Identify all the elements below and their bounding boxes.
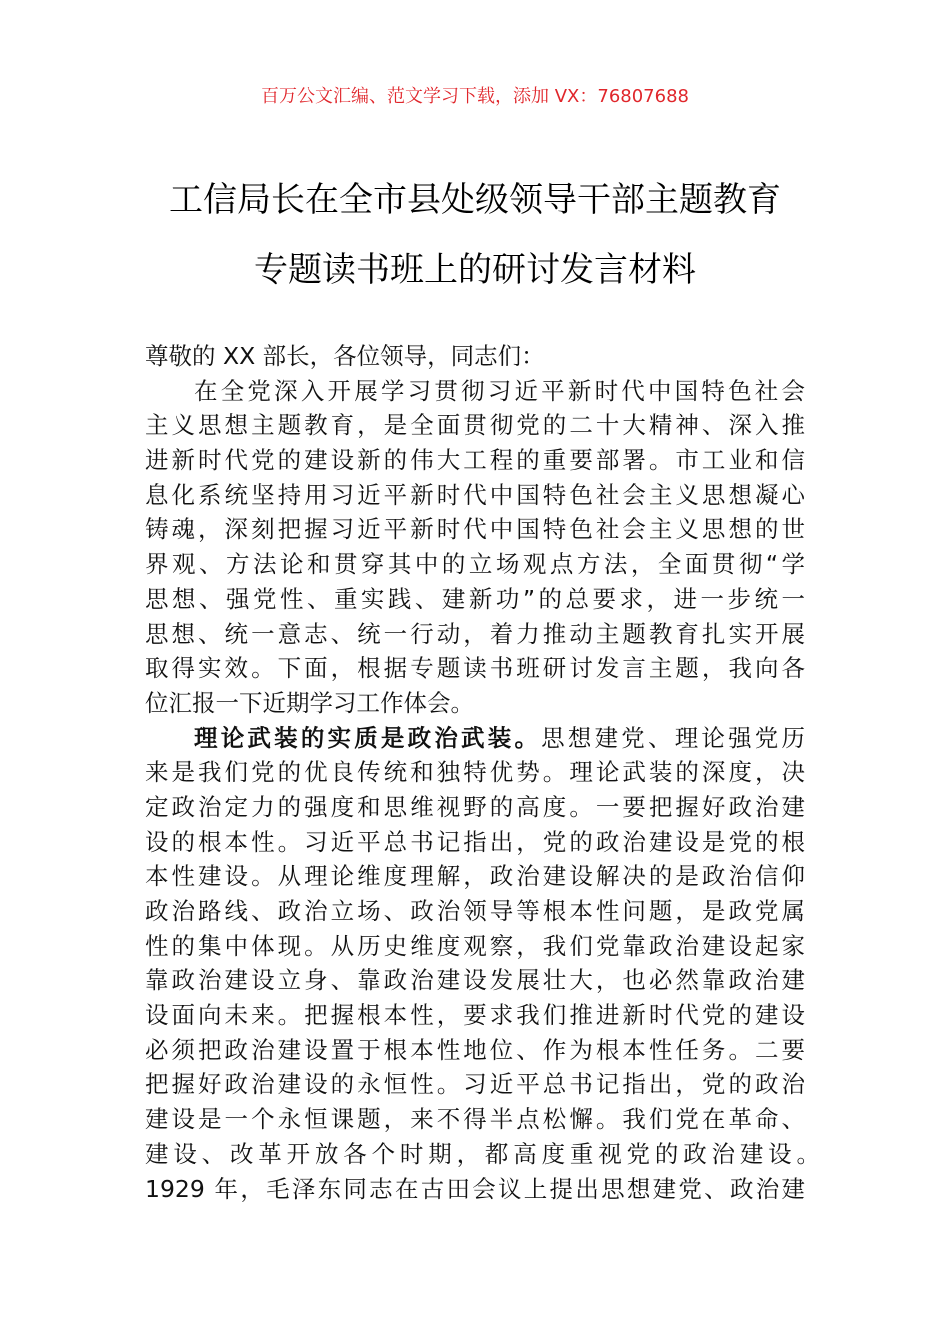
text-line: 取得实效。下面，根据专题读书班研讨发言主题，我向各 (145, 654, 805, 683)
text-line: 息化系统坚持用习近平新时代中国特色社会主义思想凝心 (145, 480, 805, 509)
text-line (145, 721, 805, 756)
text-line: 思想、强党性、重实践、建新功”的总要求，进一步统一 (145, 584, 805, 613)
header-watermark-note: 百万公文汇编、范文学习下载，添加 VX：76807688 (261, 86, 689, 107)
text-line: 定政治定力的强度和思维视野的高度。一要把握好政治建 (145, 792, 805, 821)
text-line: 把握好政治建设的永恒性。习近平总书记指出，党的政治 (145, 1070, 805, 1099)
text-line: 界观、方法论和贯穿其中的立场观点方法，全面贯彻“学 (145, 550, 805, 579)
text-line: 设的根本性。习近平总书记指出，党的政治建设是党的根 (145, 827, 805, 856)
text-line: 性的集中体现。从历史维度观察，我们党靠政治建设起家 (145, 931, 805, 960)
text-line: 进新时代党的建设新的伟大工程的重要部署。市工业和信 (145, 446, 805, 475)
text-line: 政治路线、政治立场、政治领导等根本性问题，是政党属 (145, 897, 805, 925)
text-fragment: 思想建党、理论强党历 (541, 723, 806, 752)
paragraph-theory (145, 721, 820, 1207)
document-body (145, 339, 820, 1206)
paragraph-intro (145, 374, 805, 721)
text-line: 靠政治建设立身、靠政治建设发展壮大，也必然靠政治建 (145, 966, 805, 995)
title-line: 专题读书班上的研讨发言材料 (254, 250, 696, 290)
title-line: 工信局长在全市县处级领导干部主题教育 (169, 180, 781, 220)
text-line: 思想、统一意志、统一行动，着力推动主题教育扎实开展 (145, 619, 805, 648)
text-line: 建设是一个永恒课题，来不得半点松懈。我们党在革命、 (145, 1105, 805, 1134)
text-line: 1929 年，毛泽东同志在古田会议上提出思想建党、政治建 (145, 1174, 805, 1203)
text-line: 铸魂，深刻把握习近平新时代中国特色社会主义思想的世 (145, 515, 805, 544)
text-line: 来是我们党的优良传统和独特优势。理论武装的深度，决 (145, 758, 805, 787)
document-title (0, 165, 950, 305)
text-line: 建设、改革开放各个时期，都高度重视党的政治建设。 (145, 1139, 820, 1168)
text-line: 主义思想主题教育，是全面贯彻党的二十大精神、深入推 (145, 411, 805, 440)
section-heading: 理论武装的实质是政治武装。 (194, 723, 542, 752)
text-line: 本性建设。从理论维度理解，政治建设解决的是政治信仰 (145, 862, 805, 891)
salutation: 尊敬的 XX 部长，各位领导，同志们： (145, 342, 545, 370)
text-line: 位汇报一下近期学习工作体会。 (145, 688, 474, 717)
text-line: 必须把政治建设置于根本性地位、作为根本性任务。二要 (145, 1035, 805, 1064)
text-line: 在全党深入开展学习贯彻习近平新时代中国特色社会 (194, 376, 805, 405)
text-line: 设面向未来。把握根本性，要求我们推进新时代党的建设 (145, 1001, 805, 1030)
